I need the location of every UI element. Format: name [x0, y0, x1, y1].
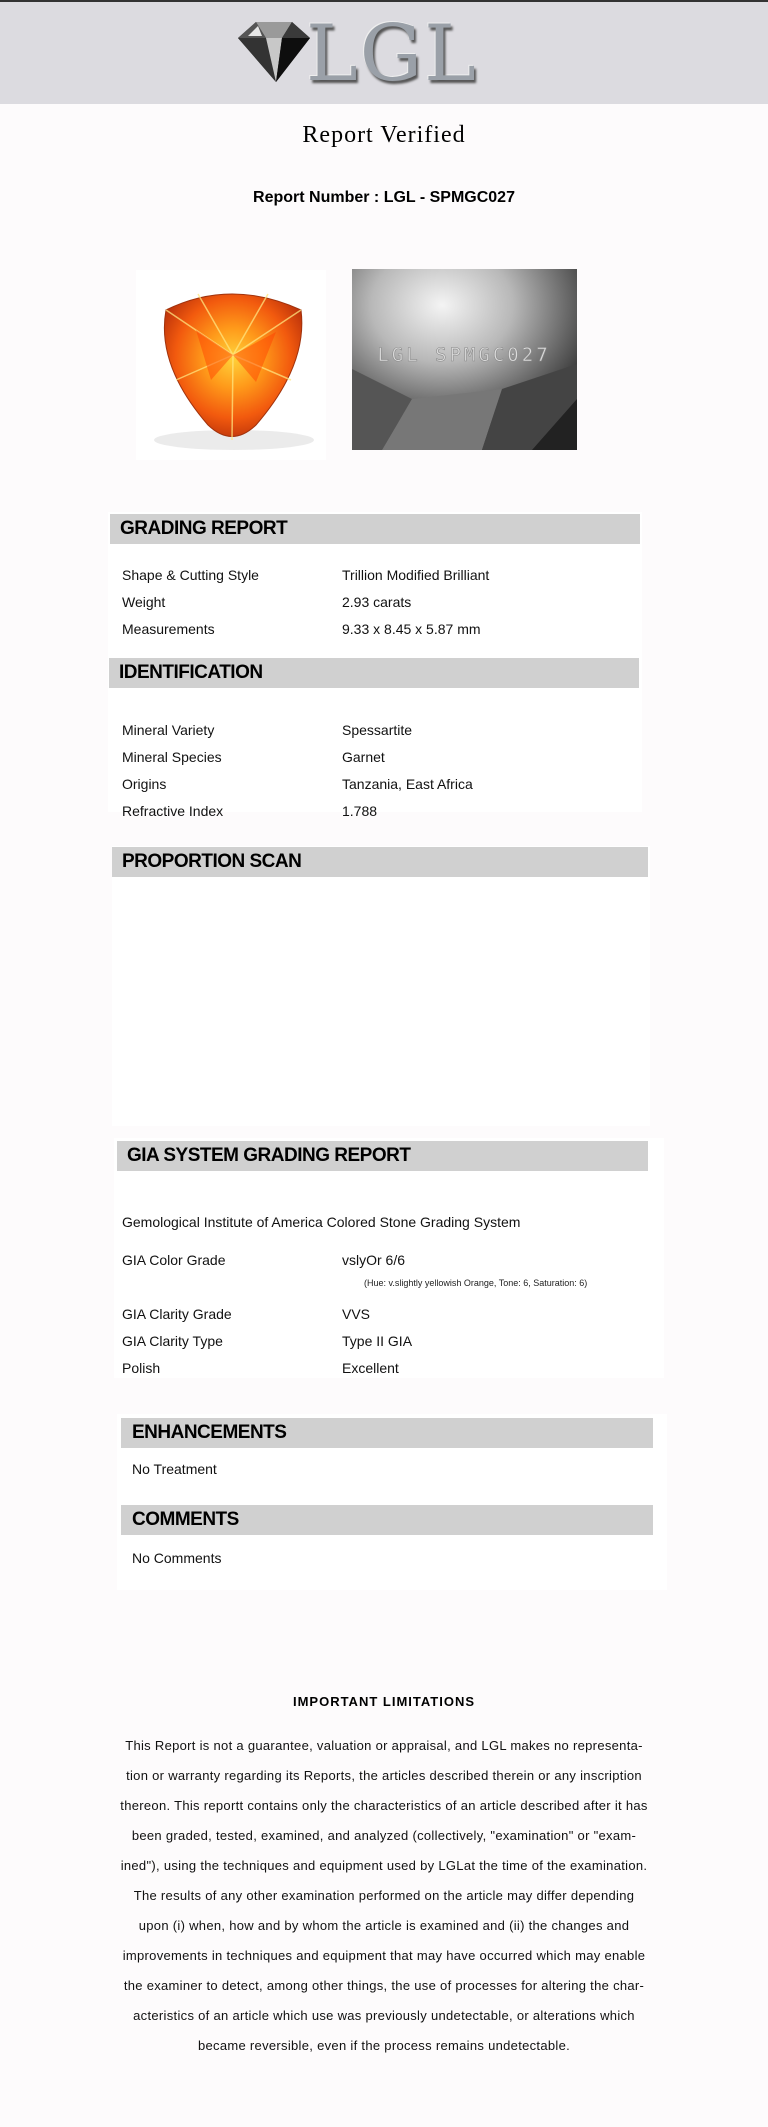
comments-text: No Comments [132, 1550, 222, 1566]
row-value: Spessartite [342, 722, 413, 738]
page-title: Report Verified [302, 122, 466, 148]
inscription-photo [352, 269, 577, 450]
row-label: Refractive Index [122, 803, 224, 819]
row-value: 1.788 [342, 803, 378, 819]
limitations-body [110, 1731, 658, 2061]
limitations-line: upon (i) when, how and by whom the article is examined and (ii) the changes and [138, 1918, 630, 1933]
limitations-line: tion or warranty regarding its Reports, the articles described therein or any inscription [126, 1768, 642, 1783]
row-value: 2.93 carats [342, 594, 412, 610]
row-label: Mineral Species [122, 749, 222, 765]
proportion-scan-heading: PROPORTION SCAN [112, 847, 648, 877]
row-value: Tanzania, East Africa [342, 776, 473, 792]
limitations-line: This Report is not a guarantee, valuation or appraisal, and LGL makes no representa- [125, 1738, 643, 1753]
row-value: VVS [342, 1306, 371, 1322]
row-value: Garnet [342, 749, 385, 765]
gia-system-heading: GIA SYSTEM GRADING REPORT [117, 1141, 648, 1171]
row-label: GIA Clarity Grade [122, 1306, 232, 1322]
row-value: vslyOr 6/6 [342, 1252, 406, 1268]
comments-heading: COMMENTS [121, 1505, 653, 1535]
row-label: Shape & Cutting Style [122, 567, 259, 583]
row-label: Mineral Variety [122, 722, 215, 738]
row-label: GIA Clarity Type [122, 1333, 223, 1349]
gia-subtitle: Gemological Institute of America Colored Stone Grading System [122, 1214, 521, 1230]
row-label: GIA Color Grade [122, 1252, 226, 1268]
identification-heading: IDENTIFICATION [109, 658, 639, 688]
inscription-text: LGL SPMGC027 [377, 344, 551, 366]
limitations-line: the examiner to detect, among other things, the use of processes for altering the char- [123, 1978, 645, 1993]
header-banner [0, 2, 768, 104]
diamond-logo-icon [232, 16, 316, 86]
proportion-panel [112, 846, 650, 1126]
row-label: Polish [122, 1360, 161, 1376]
row-value: Trillion Modified Brilliant [342, 567, 490, 583]
limitations-line: became reversible, even if the process remains undetectable. [197, 2038, 571, 2053]
report-number: Report Number : LGL - SPMGC027 [253, 189, 515, 206]
row-value: Type II GIA [342, 1333, 413, 1349]
limitations-line: improvements in techniques and equipment that may have occurred which may enable [122, 1948, 646, 1963]
row-value: 9.33 x 8.45 x 5.87 mm [342, 621, 481, 637]
limitations-line: ined"), using the techniques and equipment used by LGLat the time of the examination. [120, 1858, 648, 1873]
limitations-line: thereon. This reportt contains only the characteristics of an article described after it has [120, 1798, 648, 1813]
enhancements-heading: ENHANCEMENTS [121, 1418, 653, 1448]
row-label: Origins [122, 776, 167, 792]
row-value: Excellent [342, 1360, 399, 1376]
limitations-line: The results of any other examination performed on the article may differ depending [133, 1888, 635, 1903]
lgl-logo [232, 9, 492, 99]
logo-wordmark: LGL [306, 9, 478, 99]
limitations-title: IMPORTANT LIMITATIONS [292, 1694, 476, 1709]
color-grade-note: (Hue: v.slightly yellowish Orange, Tone: 6, Saturation: 6) [364, 1278, 588, 1288]
row-label: Measurements [122, 621, 215, 637]
limitations-line: acteristics of an article which use was previously undetectable, or alterations which [133, 2008, 635, 2023]
limitations-line: been graded, tested, examined, and analyzed (collectively, "examination" or "exam- [131, 1828, 637, 1843]
enhancements-text: No Treatment [132, 1461, 217, 1477]
row-label: Weight [122, 594, 166, 610]
grading-report-heading: GRADING REPORT [110, 514, 640, 544]
stone-photo [136, 270, 326, 460]
